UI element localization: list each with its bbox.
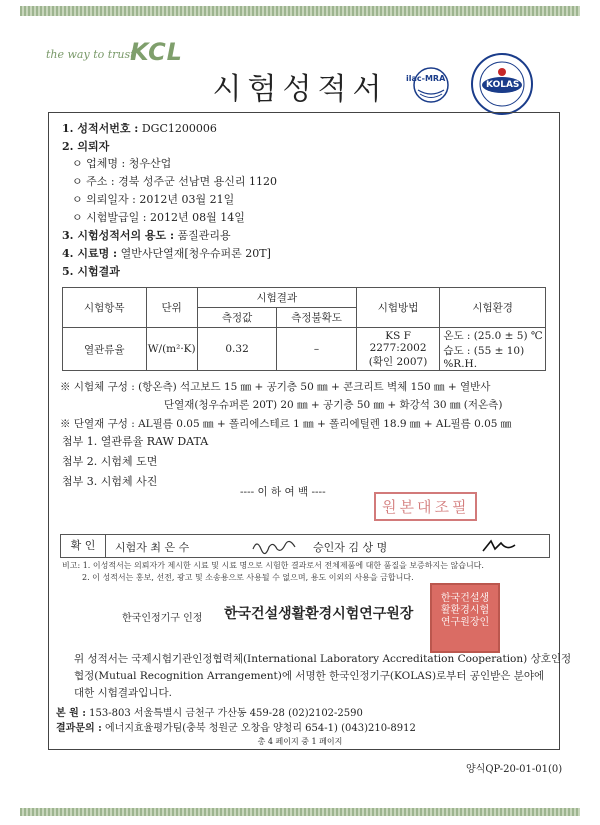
request-date-label: ㅇ 의뢰일자 : [72, 193, 136, 206]
header-environment: 시험환경 [440, 288, 546, 328]
company-name: 청우산업 [128, 157, 172, 170]
cell-uncertainty: – [277, 328, 356, 371]
cell-item: 열관류율 [63, 328, 147, 371]
result-table [62, 287, 546, 371]
attachment-1: 첨부 1. 열관류율 RAW DATA [62, 435, 209, 448]
cell-unit: W/(m²·K) [146, 328, 197, 371]
issue-date-row [72, 210, 245, 226]
headquarters-label: 본 원 : [56, 708, 86, 719]
client-label: 2. 의뢰자 [62, 140, 110, 153]
note-1: 비고: 1. 이성적서는 의뢰자가 제시한 시료 및 시료 명으로 시험한 결과로서 전체제품에 대한 품질을 보증하지는 않습니다. [62, 561, 484, 570]
approver-label: 승인자 김 상 명 [313, 541, 388, 554]
statement-line1: 위 성적서는 국제시험기관인정협력체(International Laboratory Accreditation Cooperation) 상호인정 [74, 653, 572, 665]
header-result: 시험결과 [197, 288, 356, 308]
address-row [72, 174, 277, 190]
statement-line3: 대한 시험결과입니다. [74, 687, 172, 699]
institute-name: 한국건설생활환경시험연구원장 [224, 606, 414, 622]
top-decorative-bar [20, 6, 580, 16]
kolas-label: KOLAS [486, 80, 520, 90]
header-method: 시험방법 [356, 288, 440, 328]
issue-date-label: ㅇ 시험발급일 : [72, 211, 147, 224]
purpose-row [62, 228, 231, 244]
address: 경북 성주군 선남면 용신리 1120 [118, 175, 277, 188]
attachment-2: 첨부 2. 시험체 도면 [62, 455, 158, 468]
kcl-logo: KCL [130, 38, 183, 66]
purpose-label: 3. 시험성적서의 용도 : [62, 229, 175, 242]
form-number: 양식QP-20-01-01(0) [466, 764, 563, 775]
insulation-composition: ※ 단열재 구성 : AL필름 0.05 ㎜ + 폴리에스테르 1 ㎜ + 폴리에틸렌 18.9 ㎜ + AL필름 0.05 ㎜ [60, 418, 512, 430]
specimen-composition-line1: ※ 시험체 구성 : (항온측) 석고보드 15 ㎜ + 공기층 50 ㎜ + 콘크리트 벽체 150 ㎜ + 열반사 [60, 381, 491, 393]
env-temperature: 온도 : (25.0 ± 5) ℃ [443, 330, 543, 342]
tester-signature-icon [251, 537, 297, 555]
sample-row [62, 246, 271, 262]
headquarters-address: 153-803 서울특별시 금천구 가산동 459-28 (02)2102-2590 [89, 708, 363, 719]
slogan: the way to trust [46, 48, 135, 61]
ilac-mra-label: ilac-MRA [406, 74, 446, 83]
header-unit: 단위 [146, 288, 197, 328]
bottom-decorative-bar [20, 808, 580, 816]
document-title: 시험성적서 [212, 72, 388, 107]
confirm-label: 확 인 [61, 535, 106, 557]
statement-line2: 협정(Mutual Recognition Arrangement)에 서명한 한국인정기구(KOLAS)로부터 공인받은 분야에 [74, 670, 545, 682]
tester-label: 시험자 최 은 수 [115, 541, 190, 554]
purpose: 품질관리용 [177, 229, 231, 242]
headquarters-row [56, 706, 363, 722]
header-item: 시험항목 [63, 288, 147, 328]
address-label: ㅇ 주소 : [72, 175, 115, 188]
page-info: 총 4 페이지 중 1 페이지 [257, 737, 343, 746]
cell-measured: 0.32 [197, 328, 276, 371]
sample-label: 4. 시료명 : [62, 247, 118, 260]
report-number-row [62, 121, 217, 137]
end-of-content-mark: ---- 이 하 여 백 ---- [240, 486, 326, 498]
approver-signature-icon [481, 537, 517, 555]
official-seal [430, 583, 500, 653]
ilac-mra-logo-icon [412, 66, 450, 104]
original-copy-stamp: 원본대조필 [374, 492, 477, 521]
company-label: ㅇ 업체명 : [72, 157, 126, 170]
env-humidity: 습도 : (55 ± 10) %R.H. [443, 345, 525, 370]
accreditation-label: 한국인정기구 인정 [122, 613, 203, 624]
header-measured: 측정값 [197, 308, 276, 328]
issue-date: 2012년 08월 14일 [149, 211, 245, 224]
inquiry-contact: 에너지효율평가팀(충북 청원군 오창읍 양청리 654-1) (043)210-8912 [105, 723, 416, 734]
confirmation-row [60, 534, 550, 558]
cell-environment [440, 328, 546, 371]
cell-method [356, 328, 440, 371]
report-number-label: 1. 성적서번호 : [62, 122, 139, 135]
report-number: DGC1200006 [141, 122, 217, 135]
method-confirm: (확인 2007) [368, 355, 428, 368]
inquiry-label: 결과문의 : [56, 723, 102, 734]
request-date-row [72, 192, 234, 208]
method-standard: KS F 2277:2002 [369, 329, 427, 354]
attachment-3: 첨부 3. 시험체 사진 [62, 475, 158, 488]
request-date: 2012년 03월 21일 [139, 193, 235, 206]
sample-name: 열반사단열재[청우슈퍼론 20T] [120, 247, 271, 260]
result-label: 5. 시험결과 [62, 265, 120, 278]
specimen-composition-line2: 단열재(청우슈퍼론 20T) 20 ㎜ + 공기층 50 ㎜ + 화강석 30 ㎜ (저온측) [164, 399, 503, 411]
header-uncertainty: 측정불확도 [277, 308, 356, 328]
seal-text: 한국건설생활환경시험연구원장인 [440, 593, 490, 628]
company-row [72, 156, 171, 172]
note-2: 2. 이 성적서는 홍보, 선전, 광고 및 소송용으로 사용될 수 없으며, 용도 이외의 사용을 금합니다. [82, 573, 414, 582]
